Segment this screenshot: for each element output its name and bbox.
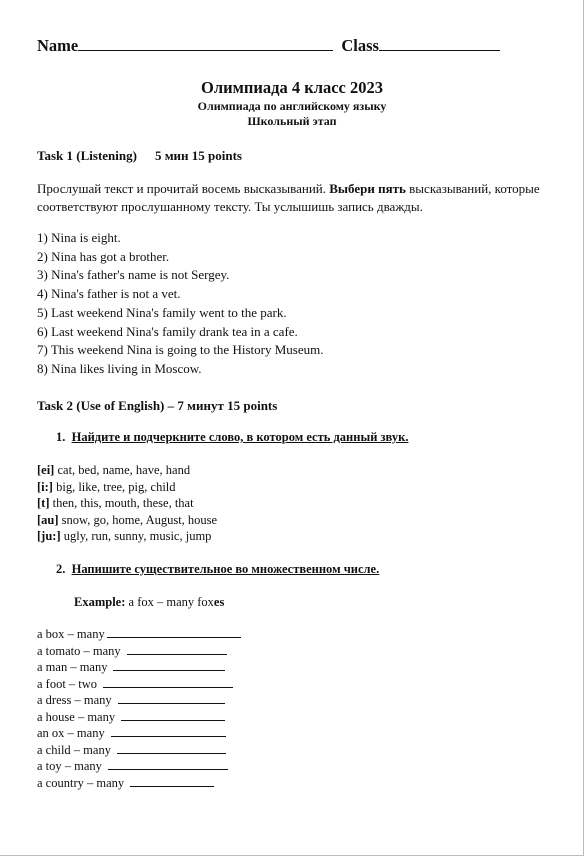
plural-row bbox=[37, 626, 241, 643]
plural-prompt: a house – many bbox=[37, 709, 116, 724]
name-blank[interactable] bbox=[78, 37, 333, 51]
plural-prompt: a man – many bbox=[37, 660, 108, 674]
sound-words[interactable]: ugly, run, sunny, music, jump bbox=[60, 529, 212, 543]
sound-words[interactable]: then, this, mouth, these, that bbox=[49, 496, 194, 510]
plural-prompt: an ox – many bbox=[37, 726, 105, 740]
sound-words[interactable]: snow, go, home, August, house bbox=[58, 512, 218, 527]
plural-row bbox=[37, 709, 241, 726]
example-line bbox=[74, 595, 224, 610]
instruction-bold: Выбери пять bbox=[329, 181, 406, 196]
instruction-start: Прослушай текст и прочитай восемь высказываний. bbox=[37, 181, 326, 196]
name-label: Name bbox=[37, 36, 79, 55]
task1-time: 5 мин 15 points bbox=[154, 148, 242, 163]
example-suffix: es bbox=[213, 595, 225, 609]
instruction-end: высказываний, которые соответствуют прослушанному тексту. Ты услышишь запись дважды. bbox=[37, 181, 540, 214]
statement-item: 6) Last weekend Nina's family drank tea in a cafe. bbox=[37, 323, 298, 339]
plural-row bbox=[37, 692, 241, 709]
plural-prompt: a tomato – many bbox=[37, 643, 121, 658]
statement-item: 5) Last weekend Nina's family went to the park. bbox=[37, 304, 287, 320]
sound-row bbox=[37, 512, 217, 529]
task1-label: Task 1 (Listening) bbox=[37, 148, 137, 163]
subtask2-text: Напишите существительное во множественном числе. bbox=[71, 562, 380, 576]
plural-prompt: a dress – many bbox=[37, 693, 112, 707]
statement-item: 1) Nina is eight. bbox=[37, 230, 121, 245]
class-label: Class bbox=[341, 36, 379, 55]
task2-subtask1-heading bbox=[56, 430, 408, 445]
plural-row bbox=[37, 659, 241, 676]
task2-heading: Task 2 (Use of English) – 7 минут 15 points bbox=[37, 398, 278, 413]
plural-prompt: a box – many bbox=[37, 627, 105, 641]
plurals-list bbox=[37, 626, 241, 791]
name-class-header bbox=[37, 36, 500, 56]
plural-row bbox=[37, 742, 241, 759]
sound-symbol: [ju:] bbox=[37, 529, 61, 543]
answer-blank[interactable] bbox=[118, 692, 225, 704]
answer-blank[interactable] bbox=[121, 709, 225, 721]
title-line-3: Школьный этап bbox=[247, 114, 337, 128]
task1-heading bbox=[37, 148, 242, 164]
statement-item: 2) Nina has got a brother. bbox=[37, 248, 170, 264]
plural-prompt: a foot – two bbox=[37, 676, 98, 691]
plural-prompt: a child – many bbox=[37, 742, 111, 757]
answer-blank[interactable] bbox=[130, 775, 214, 787]
example-label: Example: bbox=[74, 595, 126, 609]
plural-prompt: a toy – many bbox=[37, 759, 102, 773]
plural-prompt: a country – many bbox=[37, 775, 125, 790]
olympiad-title-block bbox=[0, 78, 584, 129]
plural-row bbox=[37, 775, 241, 792]
answer-blank[interactable] bbox=[103, 676, 233, 688]
statement-item: 3) Nina's father's name is not Sergey. bbox=[37, 267, 230, 283]
subtask2-number: 2. bbox=[56, 562, 66, 576]
answer-blank[interactable] bbox=[127, 643, 227, 655]
sound-row bbox=[37, 462, 217, 479]
sound-symbol: [ei] bbox=[37, 463, 55, 477]
title-line-2: Олимпиада по английскому языку bbox=[197, 99, 387, 113]
sound-words[interactable]: big, like, tree, pig, child bbox=[52, 479, 176, 494]
task1-statements bbox=[37, 229, 323, 379]
example-text: a fox – many fox bbox=[125, 595, 214, 609]
answer-blank[interactable] bbox=[111, 725, 226, 737]
task2-subtask2-heading bbox=[56, 562, 379, 577]
answer-blank[interactable] bbox=[108, 758, 228, 770]
plural-row bbox=[37, 725, 241, 742]
title-line-1: Олимпиада 4 класс 2023 bbox=[201, 78, 383, 97]
plural-row bbox=[37, 758, 241, 775]
answer-blank[interactable] bbox=[113, 659, 225, 671]
answer-blank[interactable] bbox=[107, 626, 241, 638]
class-blank[interactable] bbox=[379, 37, 500, 51]
answer-blank[interactable] bbox=[117, 742, 226, 754]
statement-item: 4) Nina's father is not a vet. bbox=[37, 286, 181, 302]
sound-row bbox=[37, 479, 217, 496]
subtask1-text: Найдите и подчеркните слово, в котором есть данный звук. bbox=[71, 430, 409, 444]
sound-words[interactable]: cat, bed, name, have, hand bbox=[54, 463, 191, 477]
sound-symbol: [au] bbox=[37, 512, 59, 527]
plural-row bbox=[37, 676, 241, 693]
sound-symbol: [i:] bbox=[37, 479, 53, 494]
task1-instruction bbox=[37, 180, 547, 216]
sound-symbol: [t] bbox=[37, 496, 50, 510]
statement-item: 8) Nina likes living in Moscow. bbox=[37, 360, 202, 376]
sound-row bbox=[37, 495, 217, 512]
statement-item: 7) This weekend Nina is going to the History Museum. bbox=[37, 342, 324, 358]
subtask1-number: 1. bbox=[56, 430, 66, 444]
sounds-list bbox=[37, 462, 217, 545]
plural-row bbox=[37, 643, 241, 660]
sound-row bbox=[37, 528, 217, 545]
